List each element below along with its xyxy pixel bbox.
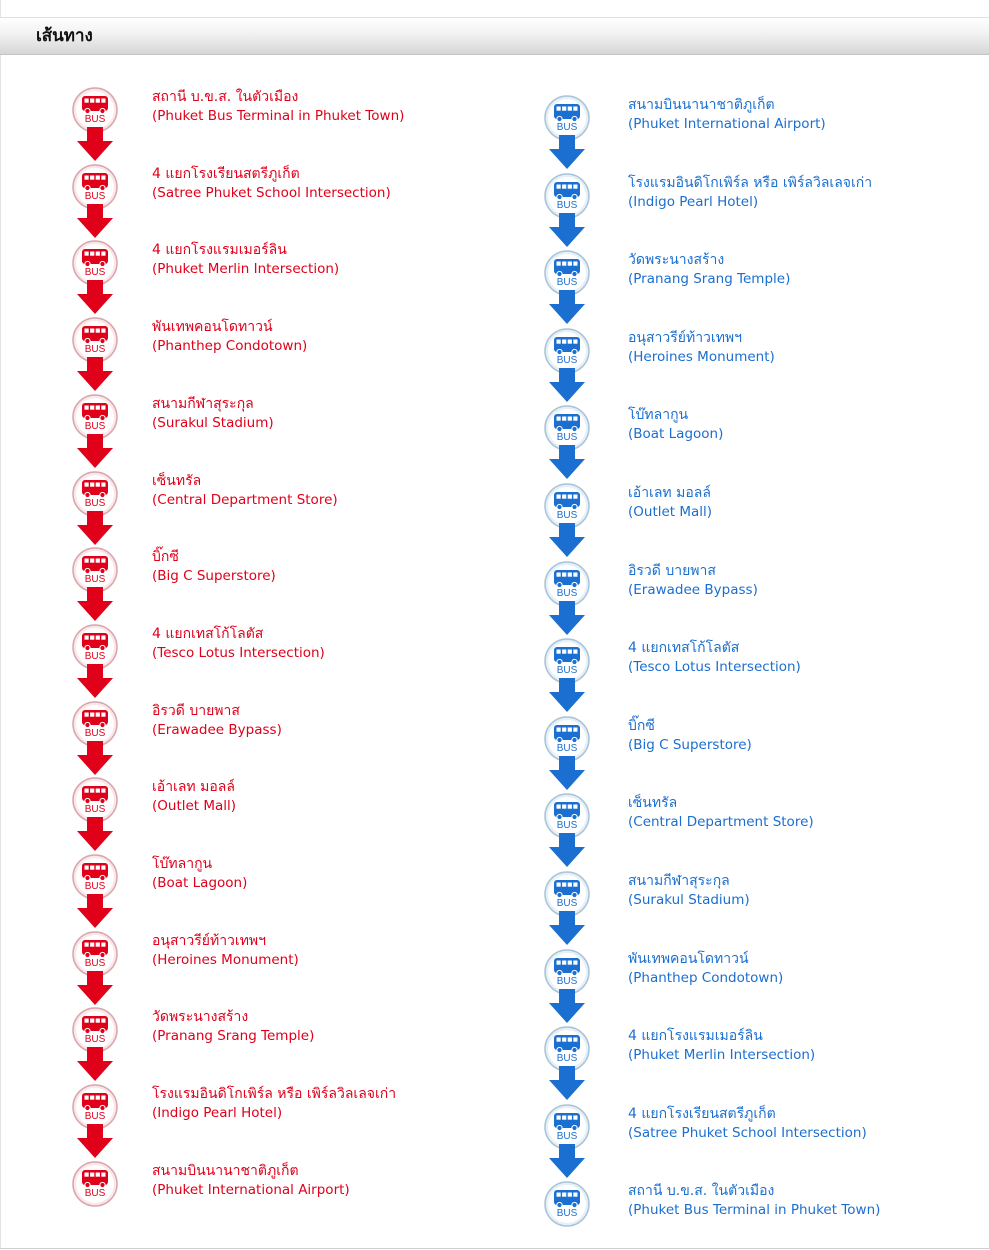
stop-name-thai: พันเทพคอนโดทาวน์: [628, 950, 749, 967]
bus-icon-label: BUS: [556, 1208, 578, 1220]
bus-icon-label: BUS: [84, 114, 106, 125]
stop-name-thai: เซ็นทรัล: [152, 472, 202, 489]
bus-icon-label: BUS: [556, 354, 578, 366]
bus-icon-label: BUS: [556, 122, 578, 133]
stop-name-english: (Central Department Store): [152, 491, 338, 508]
bus-icon-label: BUS: [556, 820, 578, 832]
stop-name-english: (Phuket Merlin Intersection): [628, 1047, 816, 1064]
route-arrow: [547, 213, 587, 249]
bus-icon-label: BUS: [84, 804, 106, 816]
stop-name-thai: โบ๊ทลากูน: [628, 407, 689, 424]
bus-icon-label: BUS: [84, 957, 106, 969]
route-arrow: [547, 989, 587, 1025]
stop-name-english: (Big C Superstore): [628, 736, 752, 753]
route-arrow: [547, 678, 587, 714]
stop-name-english: (Boat Lagoon): [628, 426, 724, 443]
bus-icon-label: BUS: [556, 587, 578, 599]
route-arrow: [547, 290, 587, 326]
route-arrow: [547, 135, 587, 171]
stop-name-english: (Heroines Monument): [152, 951, 299, 968]
route-arrow: [547, 523, 587, 559]
stop-name-thai: วัดพระนางสร้าง: [628, 252, 725, 269]
stop-name-thai: 4 แยกโรงเรียนสตรีภูเก็ต: [628, 1105, 776, 1122]
stop-name-thai: 4 แยกโรงแรมเมอร์ลิน: [628, 1028, 763, 1045]
bus-icon-label: BUS: [556, 898, 578, 909]
bus-icon-label: BUS: [84, 574, 106, 586]
stop-name-english: (Phuket Merlin Intersection): [152, 261, 340, 278]
stop-name-english: (Erawadee Bypass): [628, 581, 758, 598]
stop-name-thai: สถานี บ.ข.ส. ในตัวเมือง: [628, 1183, 775, 1200]
stop-name-english: (Phuket Bus Terminal in Phuket Town): [628, 1202, 881, 1219]
stop-name-thai: โบ๊ทลากูน: [152, 856, 213, 872]
stop-name-thai: 4 แยกโรงเรียนสตรีภูเก็ต: [152, 165, 300, 182]
stop-name-thai: อนุสาวรีย์ท้าวเทพฯ: [152, 932, 267, 949]
stop-name-english: (Indigo Pearl Hotel): [628, 193, 759, 210]
stop-name-english: (Pranang Srang Temple): [628, 271, 791, 288]
arrow-down-icon: [547, 756, 587, 792]
bus-icon-label: BUS: [556, 1053, 578, 1065]
bus-icon-label: BUS: [556, 1130, 578, 1142]
stop-name-thai: อิรวดี บายพาส: [152, 702, 240, 719]
stop-name-english: (Satree Phuket School Intersection): [628, 1124, 867, 1141]
arrow-down-icon: [547, 135, 587, 171]
stop-name-thai: สนามกีฬาสุระกุล: [628, 873, 730, 889]
stop-icon: [543, 1180, 591, 1228]
arrow-down-icon: [547, 833, 587, 869]
bus-icon-label: BUS: [556, 975, 578, 987]
route-arrow: [547, 601, 587, 637]
route-arrow: [547, 368, 587, 404]
stop-name-english: (Erawadee Bypass): [152, 721, 282, 738]
bus-icon-label: BUS: [84, 1111, 106, 1123]
stop-name-english: (Indigo Pearl Hotel): [152, 1105, 283, 1122]
bus-icon-label: BUS: [84, 267, 106, 279]
stop-name-thai: 4 แยกเทสโก้โลตัส: [628, 640, 740, 657]
bus-icon-label: BUS: [84, 1034, 106, 1046]
arrow-down-icon: [547, 368, 587, 404]
stop-name-thai: สนามกีฬาสุระกุล: [152, 395, 254, 412]
arrow-down-icon: [547, 523, 587, 559]
bus-icon-label: BUS: [84, 344, 106, 356]
arrow-down-icon: [547, 445, 587, 481]
page-title: เส้นทาง: [36, 26, 93, 46]
arrow-down-icon: [547, 290, 587, 326]
stop-name-english: (Big C Superstore): [152, 568, 276, 585]
arrow-down-icon: [547, 1144, 587, 1180]
stop-name-thai: เอ้าเลท มอลล์: [152, 779, 235, 796]
stop-name-thai: โรงแรมอินดิโกเพิร์ล หรือ เพิร์ลวิลเลจเก่า: [628, 174, 873, 191]
arrow-down-icon: [547, 911, 587, 947]
stop-name-thai: 4 แยกโรงแรมเมอร์ลิน: [152, 242, 287, 259]
arrow-down-icon: [547, 213, 587, 249]
route-arrow: [547, 756, 587, 792]
stop-name-thai: พันเทพคอนโดทาวน์: [152, 319, 273, 336]
bus-icon-label: BUS: [84, 650, 106, 662]
stop-name-thai: เซ็นทรัล: [628, 795, 678, 812]
stop-name-thai: สถานี บ.ข.ส. ในตัวเมือง: [152, 89, 299, 105]
stop-name-thai: อนุสาวรีย์ท้าวเทพฯ: [628, 329, 743, 346]
stop-name-english: (Tesco Lotus Intersection): [152, 644, 325, 661]
stop-name-english: (Heroines Monument): [628, 348, 775, 365]
stop-name-thai: เอ้าเลท มอลล์: [628, 485, 711, 501]
stop-name-english: (Outlet Mall): [628, 504, 713, 520]
bus-icon-label: BUS: [556, 510, 578, 521]
route-arrow: [547, 833, 587, 869]
bus-icon-label: BUS: [556, 665, 578, 677]
stop-name-english: (Phanthep Condotown): [152, 338, 308, 355]
bus-icon-label: BUS: [84, 727, 106, 739]
bus-icon-label: BUS: [84, 1187, 106, 1199]
bus-icon-label: BUS: [556, 199, 578, 211]
bus-icon-label: BUS: [556, 432, 578, 444]
bus-icon-label: BUS: [84, 881, 106, 892]
arrow-down-icon: [547, 1066, 587, 1102]
stop-name-thai: บิ๊กซี: [152, 549, 179, 566]
stop-name-english: (Surakul Stadium): [152, 414, 274, 431]
stop-name-english: (Boat Lagoon): [152, 875, 248, 891]
bus-icon-label: BUS: [84, 497, 106, 509]
arrow-down-icon: [547, 601, 587, 637]
stop-name-thai: โรงแรมอินดิโกเพิร์ล หรือ เพิร์ลวิลเลจเก่า: [152, 1086, 397, 1103]
stop-name-english: (Phuket International Airport): [628, 116, 826, 132]
stop-name-english: (Phuket Bus Terminal in Phuket Town): [152, 108, 405, 124]
route-arrow: [547, 1066, 587, 1102]
bus-icon: [543, 1180, 591, 1228]
route-arrow: [547, 445, 587, 481]
stop-name-thai: สนามบินนานาชาติภูเก็ต: [152, 1162, 299, 1179]
bus-icon-label: BUS: [556, 277, 578, 289]
stop-name-english: (Central Department Store): [628, 814, 814, 831]
stop-name-english: (Satree Phuket School Intersection): [152, 184, 391, 201]
route-arrow: [547, 911, 587, 947]
stop-name-thai: สนามบินนานาชาติภูเก็ต: [628, 97, 775, 113]
route-arrow: [547, 1144, 587, 1180]
stop-name-thai: วัดพระนางสร้าง: [152, 1009, 249, 1026]
stop-name-thai: 4 แยกเทสโก้โลตัส: [152, 625, 264, 642]
stop-name-english: (Phuket International Airport): [152, 1181, 350, 1198]
arrow-down-icon: [547, 678, 587, 714]
bus-icon-label: BUS: [84, 420, 106, 432]
stop-name-english: (Phanthep Condotown): [628, 969, 784, 986]
stop-name-english: (Tesco Lotus Intersection): [628, 659, 801, 676]
arrow-down-icon: [547, 989, 587, 1025]
bus-icon-label: BUS: [556, 742, 578, 754]
stop-name-english: (Outlet Mall): [152, 798, 237, 815]
stop-name-thai: บิ๊กซี: [628, 717, 655, 734]
stop-name-english: (Surakul Stadium): [628, 892, 750, 908]
stop-name-thai: อิรวดี บายพาส: [628, 562, 716, 579]
stop-name-english: (Pranang Srang Temple): [152, 1028, 315, 1045]
bus-icon-label: BUS: [84, 190, 106, 202]
